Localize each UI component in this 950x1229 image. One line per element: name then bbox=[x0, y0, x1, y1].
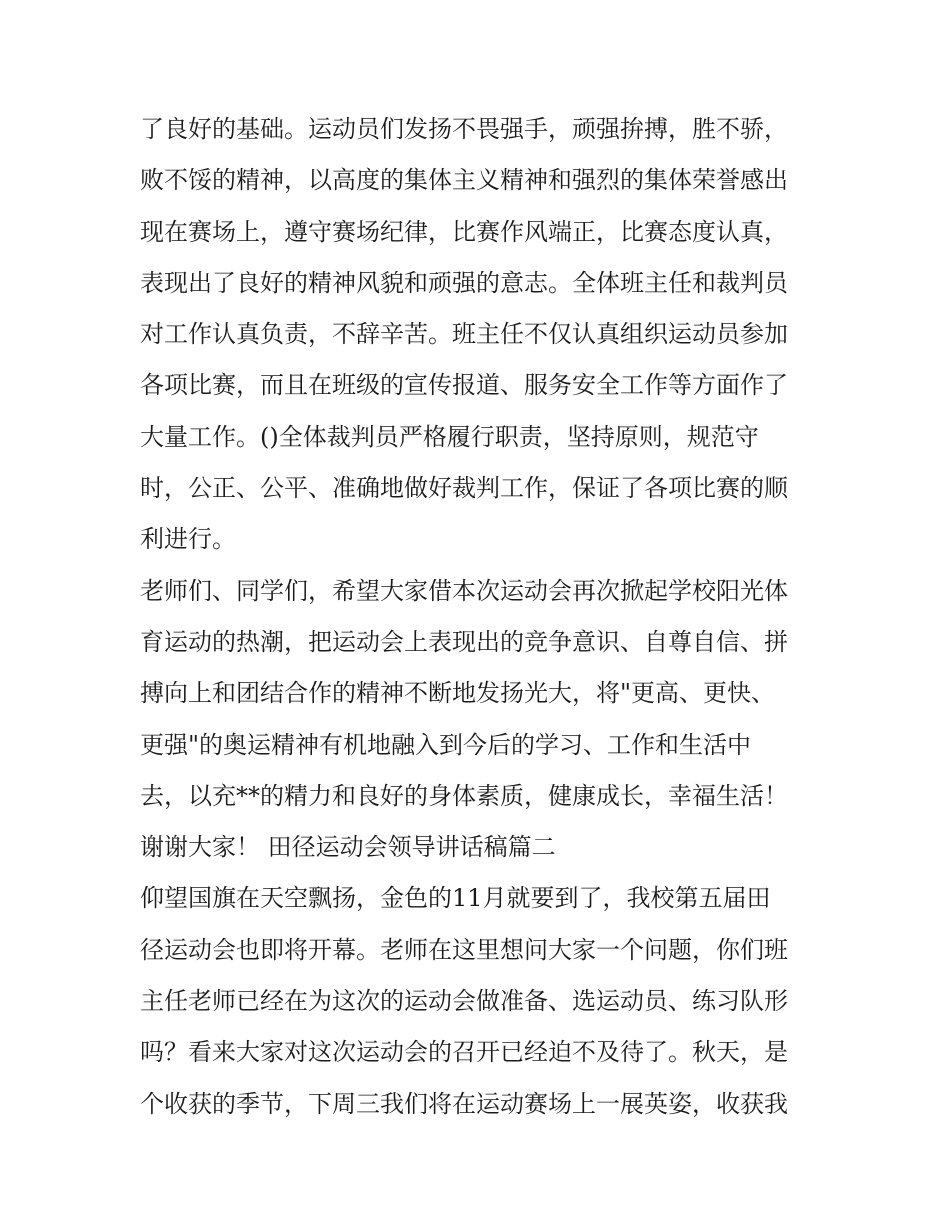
text-line: 育运动的热潮，把运动会上表现出的竞争意识、自尊自信、拼 bbox=[140, 627, 788, 656]
text-line: 表现出了良好的精神风貌和顽强的意志。全体班主任和裁判员 bbox=[140, 268, 788, 297]
text-line: 主任老师已经在为这次的运动会做准备、选运动员、练习队形 bbox=[140, 987, 788, 1016]
text-line: 搏向上和团结合作的精神不断地发扬光大，将"更高、更快、 bbox=[140, 679, 776, 708]
text-line: 老师们、同学们，希望大家借本次运动会再次掀起学校阳光体 bbox=[140, 576, 788, 605]
text-line: 谢谢大家！ 田径运动会领导讲话稿篇二 bbox=[140, 833, 556, 862]
text-line: 更强"的奥运精神有机地融入到今后的学习、工作和生活中 bbox=[140, 730, 752, 759]
text-line: 径运动会也即将开幕。老师在这里想问大家一个问题，你们班 bbox=[140, 935, 788, 964]
text-line: 对工作认真负责，不辞辛苦。班主任不仅认真组织运动员参加 bbox=[140, 320, 788, 349]
text-line: 败不馁的精神，以高度的集体主义精神和强烈的集体荣誉感出 bbox=[140, 166, 788, 195]
text-line: 去，以充**的精力和良好的身体素质，健康成长，幸福生活！ bbox=[140, 781, 788, 810]
text-line: 利进行。 bbox=[140, 525, 236, 554]
text-line: 了良好的基础。运动员们发扬不畏强手，顽强拚搏，胜不骄， bbox=[140, 115, 788, 143]
text-line: 现在赛场上，遵守赛场纪律，比赛作风端正，比赛态度认真， bbox=[140, 217, 788, 246]
text-line: 各项比赛，而且在班级的宣传报道、服务安全工作等方面作了 bbox=[140, 371, 788, 400]
text-line: 时，公正、公平、准确地做好裁判工作，保证了各项比赛的顺 bbox=[140, 474, 788, 503]
text-line: 吗？看来大家对这次运动会的召开已经迫不及待了。秋天，是 bbox=[140, 1038, 788, 1067]
document-body bbox=[140, 104, 820, 1130]
text-line: 个收获的季节，下周三我们将在运动赛场上一展英姿，收获我 bbox=[140, 1089, 788, 1118]
text-line: 大量工作。()全体裁判员严格履行职责，坚持原则，规范守 bbox=[140, 422, 759, 451]
text-line: 仰望国旗在天空飘扬，金色的11月就要到了，我校第五届田 bbox=[140, 884, 771, 913]
